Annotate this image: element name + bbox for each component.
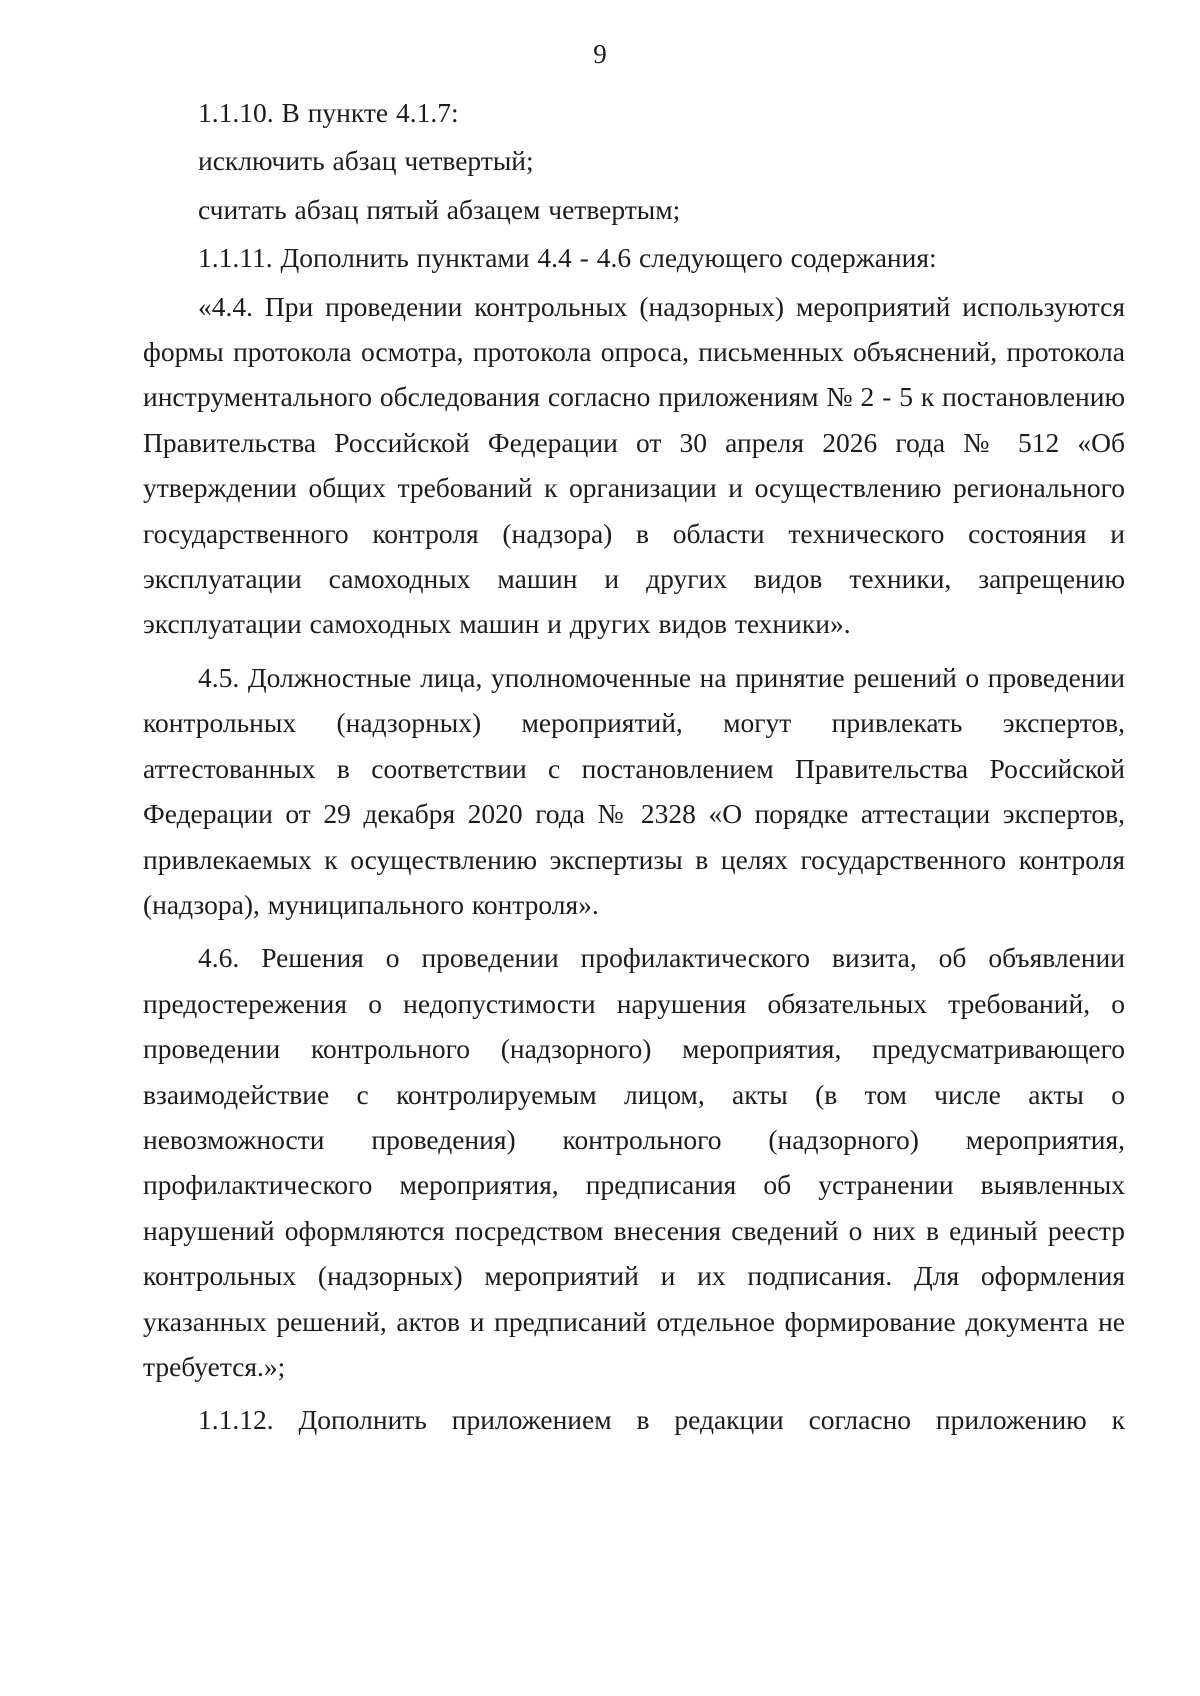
paragraph-4-4: «4.4. При проведении контрольных (надзорных) мероприятий используются формы протокола осмотра, протокола опроса, письменных объяснений, протокола инструментального обследования согласно приложениям № 2 - 5 к постановлению Правительства Российской Федерации от 30 апреля 2026 года № 512 «Об утверждении общих требований к организации и осуществлению регионального государственного контроля (надзора) в области технического состояния и эксплуатации самоходных машин и других видов техники, запрещению эксплуатации самоходных машин и других видов техники». [143, 290, 1125, 640]
paragraph-1-1-12: 1.1.12. Дополнить приложением в редакции согласно приложению к [198, 1404, 1125, 1436]
paragraph-renumber-fifth: считать абзац пятый абзацем четвертым; [198, 193, 681, 225]
paragraph-exclude-fourth: исключить абзац четвертый; [198, 145, 534, 177]
paragraph-4-5: 4.5. Должностные лица, уполномоченные на принятие решений о проведении контрольных (надзорных) мероприятий, могут привлекать экспертов, аттестованных в соответствии с постановлением Правительства Российской Федерации от 29 декабря 2020 года № 2328 «О порядке аттестации экспертов, привлекаемых к осуществлению экспертизы в целях государственного контроля (надзора), муниципального контроля». [143, 661, 1125, 920]
paragraph-4-6: 4.6. Решения о проведении профилактического визита, об объявлении предостережения о недопустимости нарушения обязательных требований, о проведении контрольного (надзорного) мероприятия, предусматривающего взаимодействие с контролируемым лицом, акты (в том числе акты о невозможности проведения) контрольного (надзорного) мероприятия, профилактического мероприятия, предписания об устранении выявленных нарушений оформляются посредством внесения сведений о них в единый реестр контрольных (надзорных) мероприятий и их подписания. Для оформления указанных решений, актов и предписаний отдельное формирование документа не требуется.»; [143, 942, 1125, 1382]
document-body [143, 90, 1125, 1443]
page-number: 9 [593, 39, 607, 69]
paragraph-1-1-10: 1.1.10. В пункте 4.1.7: [198, 97, 459, 128]
paragraph-1-1-11: 1.1.11. Дополнить пунктами 4.4 - 4.6 следующего содержания: [198, 242, 937, 274]
